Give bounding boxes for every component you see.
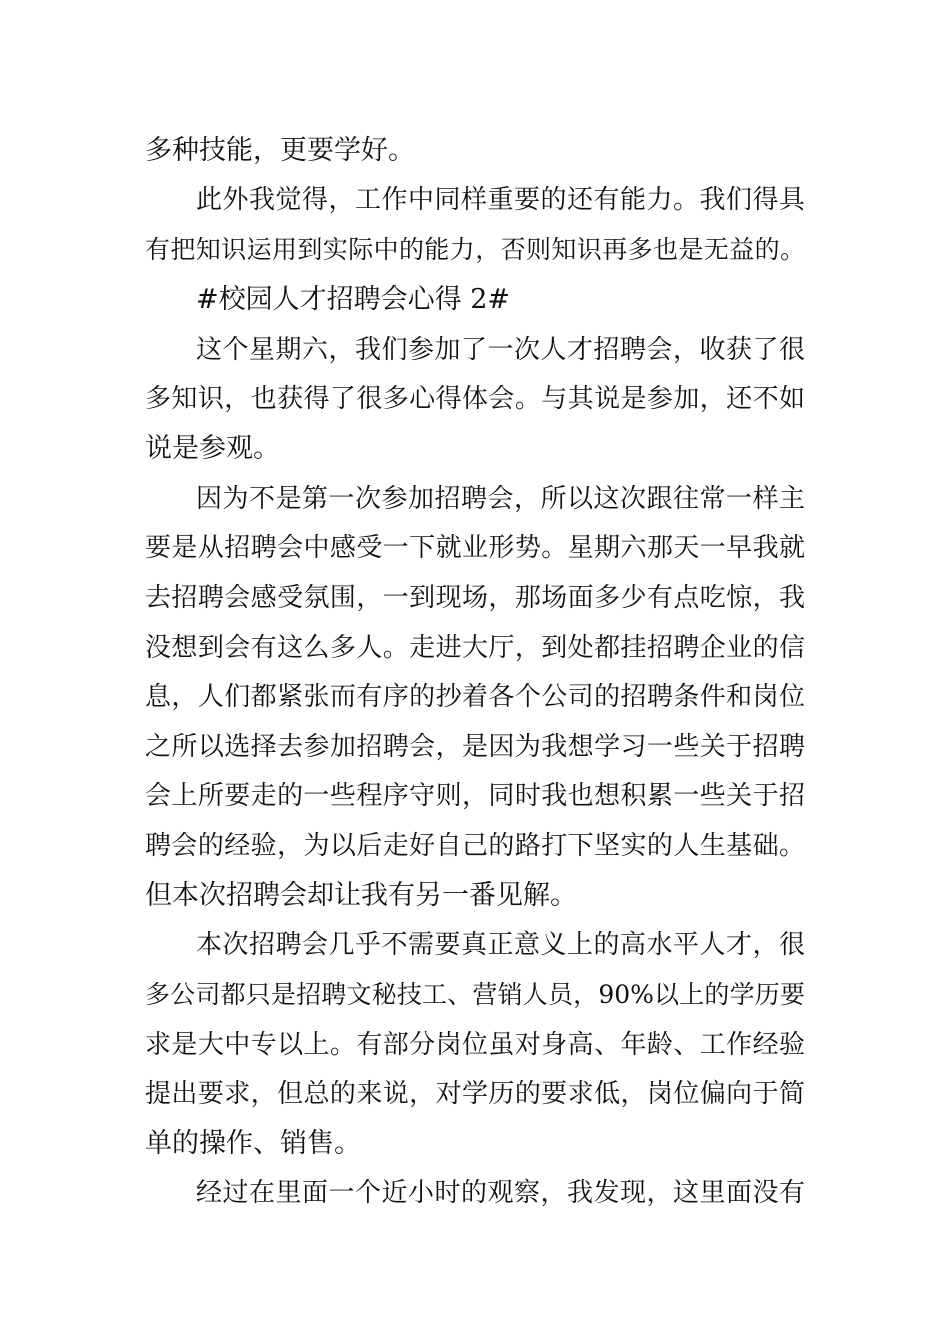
text-line (0, 379, 950, 419)
line-text: 要是从招聘会中感受一下就业形势。星期六那天一早我就 (145, 533, 805, 563)
line-text: 会上所要走的一些程序守则，同时我也想积累一些关于招 (145, 781, 805, 811)
text-line (0, 1074, 950, 1114)
line-text: 多公司都只是招聘文秘技工、营销人员，90%以上的学历要 (145, 980, 805, 1009)
text-line (0, 131, 950, 171)
section-heading (0, 280, 950, 320)
line-text: 本次招聘会几乎不需要真正意义上的高水平人才，很 (196, 930, 805, 960)
text-line (0, 677, 950, 717)
text-line (0, 429, 950, 469)
text-line (0, 776, 950, 816)
line-text: 说是参观。 (145, 433, 280, 464)
line-text: 聘会的经验，为以后走好自己的路打下坚实的人生基础。 (145, 831, 805, 861)
text-line (0, 180, 950, 220)
heading-text: #校园人才招聘会心得 2# (196, 284, 511, 315)
text-line (0, 230, 950, 270)
text-line (0, 727, 950, 767)
line-text: 因为不是第一次参加招聘会，所以这次跟往常一样主 (196, 484, 805, 514)
text-line (0, 925, 950, 965)
line-text: 之所以选择去参加招聘会，是因为我想学习一些关于招聘 (145, 732, 805, 762)
line-text: 这个星期六，我们参加了一次人才招聘会，收获了很 (196, 335, 805, 365)
line-text: 经过在里面一个近小时的观察，我发现，这里面没有 (196, 1178, 805, 1208)
line-text: 息，人们都紧张而有序的抄着各个公司的招聘条件和岗位 (145, 682, 805, 712)
line-text: 有把知识运用到实际中的能力，否则知识再多也是无益的。 (145, 235, 805, 264)
line-text: 单的操作、销售。 (145, 1128, 361, 1159)
text-line (0, 1025, 950, 1065)
line-text: 多知识，也获得了很多心得体会。与其说是参加，还不如 (145, 384, 805, 414)
text-line (0, 330, 950, 370)
text-line (0, 1173, 950, 1213)
line-text: 提出要求，但总的来说，对学历的要求低，岗位偏向于简 (145, 1079, 805, 1109)
line-text: 但本次招聘会却让我有另一番见解。 (145, 880, 577, 911)
text-line (0, 528, 950, 568)
text-line (0, 975, 950, 1015)
text-line (0, 578, 950, 618)
text-line (0, 876, 950, 916)
line-text: 没想到会有这么多人。走进大厅，到处都挂招聘企业的信 (145, 633, 805, 663)
text-line (0, 628, 950, 668)
text-line (0, 826, 950, 866)
line-text: 求是大中专以上。有部分岗位虽对身高、年龄、工作经验 (145, 1030, 805, 1060)
text-line (0, 1124, 950, 1164)
line-text: 去招聘会感受氛围，一到现场，那场面多少有点吃惊，我 (145, 583, 805, 613)
line-text: 此外我觉得，工作中同样重要的还有能力。我们得具 (196, 185, 805, 215)
text-line (0, 479, 950, 519)
line-text: 多种技能，更要学好。 (145, 135, 415, 166)
